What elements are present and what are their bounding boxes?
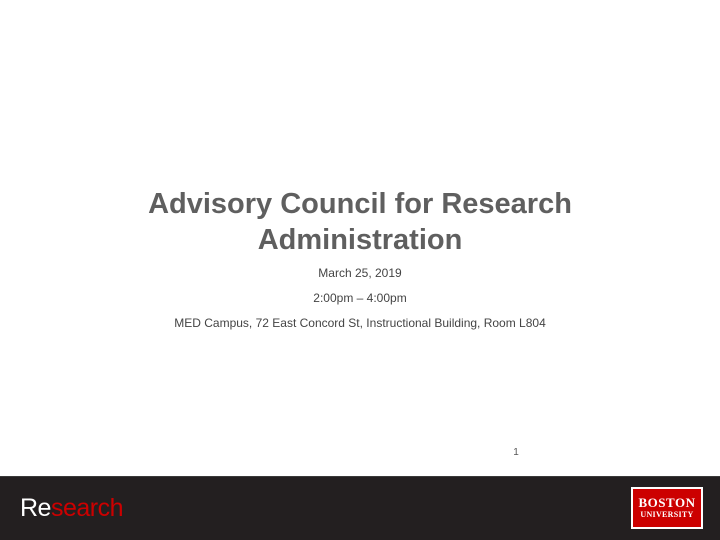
meeting-time: 2:00pm – 4:00pm (313, 291, 407, 305)
page-number: 1 (513, 447, 519, 458)
brand-suffix: search (50, 494, 124, 522)
footer-divider (0, 476, 720, 477)
brand-prefix: Re (20, 494, 51, 522)
slide-title: Advisory Council for Research Administration (148, 188, 572, 256)
logo-line-2: UNIVERSITY (640, 510, 694, 519)
research-brand-logo (20, 492, 123, 524)
boston-university-logo (631, 487, 703, 529)
meeting-location: MED Campus, 72 East Concord St, Instructional Building, Room L804 (174, 316, 546, 330)
logo-line-1: BOSTON (638, 495, 696, 510)
meeting-date: March 25, 2019 (318, 266, 402, 280)
footer-bar (0, 476, 720, 540)
